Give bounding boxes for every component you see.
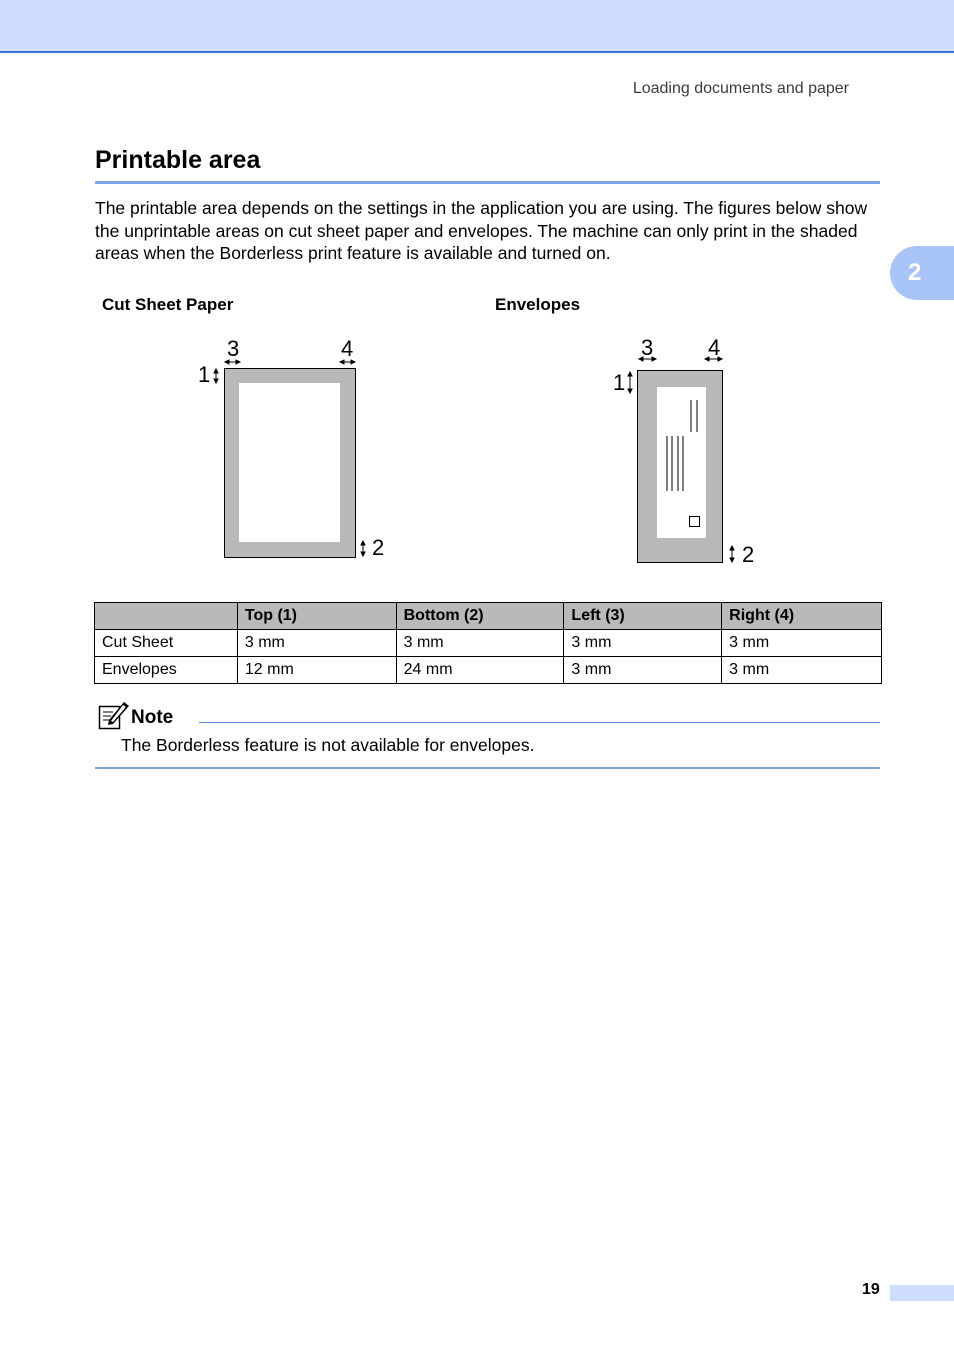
section-title: Printable area bbox=[95, 146, 261, 174]
header-cell-bottom: Bottom (2) bbox=[396, 603, 564, 630]
margins-table-wrapper bbox=[94, 602, 882, 684]
row-label: Cut Sheet bbox=[95, 630, 238, 657]
table-cell: 3 mm bbox=[564, 630, 722, 657]
envelopes-label: Envelopes bbox=[495, 295, 581, 314]
page-number-tab bbox=[890, 1285, 954, 1301]
callout-3: 3 bbox=[227, 336, 240, 361]
callout-3: 3 bbox=[641, 335, 654, 360]
callout-4: 4 bbox=[341, 336, 354, 361]
table-header-row bbox=[95, 603, 882, 630]
header-cell-top: Top (1) bbox=[237, 603, 396, 630]
row-label: Envelopes bbox=[95, 657, 238, 684]
table-cell: 3 mm bbox=[722, 630, 882, 657]
chapter-number: 2 bbox=[908, 259, 922, 286]
top-margin-arrow bbox=[214, 369, 218, 383]
header-cell-blank bbox=[95, 603, 238, 630]
callout-2: 2 bbox=[742, 542, 755, 567]
callout-2: 2 bbox=[372, 535, 385, 560]
envelope-figure bbox=[605, 330, 775, 575]
table-cell: 24 mm bbox=[396, 657, 564, 684]
cut-sheet-label: Cut Sheet Paper bbox=[102, 295, 234, 314]
page-number: 19 bbox=[862, 1281, 880, 1298]
header-cell-left: Left (3) bbox=[564, 603, 722, 630]
table-cell: 12 mm bbox=[237, 657, 396, 684]
margins-table bbox=[94, 602, 882, 684]
note-rule-top bbox=[199, 722, 880, 723]
title-rule bbox=[95, 181, 880, 184]
table-row bbox=[95, 657, 882, 684]
callout-1: 1 bbox=[198, 362, 211, 387]
table-cell: 3 mm bbox=[237, 630, 396, 657]
table-cell: 3 mm bbox=[564, 657, 722, 684]
top-banner bbox=[0, 0, 954, 53]
note-pencil-icon bbox=[98, 701, 130, 731]
envelope-printable-area bbox=[657, 387, 706, 538]
note-title: Note bbox=[131, 707, 174, 728]
cut-sheet-printable-area bbox=[239, 383, 340, 542]
stamp-icon bbox=[690, 517, 700, 527]
chapter-tab bbox=[890, 246, 954, 300]
table-row bbox=[95, 630, 882, 657]
callout-1: 1 bbox=[613, 370, 626, 395]
intro-paragraph: The printable area depends on the settings in the application you are using. The figures below show the unprintable areas on cut sheet paper and envelopes. The machine can only print in the shaded areas when the Borderless print feature is available and turned on. bbox=[95, 198, 868, 263]
callout-4: 4 bbox=[708, 335, 721, 360]
running-head: Loading documents and paper bbox=[632, 80, 849, 97]
bottom-margin-arrow bbox=[730, 546, 734, 562]
top-margin-arrow bbox=[628, 372, 632, 393]
note-rule-bottom bbox=[95, 767, 880, 769]
table-cell: 3 mm bbox=[396, 630, 564, 657]
bottom-margin-arrow bbox=[361, 541, 365, 556]
table-cell: 3 mm bbox=[722, 657, 882, 684]
cut-sheet-figure bbox=[190, 330, 400, 570]
note-text: The Borderless feature is not available for envelopes. bbox=[121, 735, 535, 755]
header-cell-right: Right (4) bbox=[722, 603, 882, 630]
